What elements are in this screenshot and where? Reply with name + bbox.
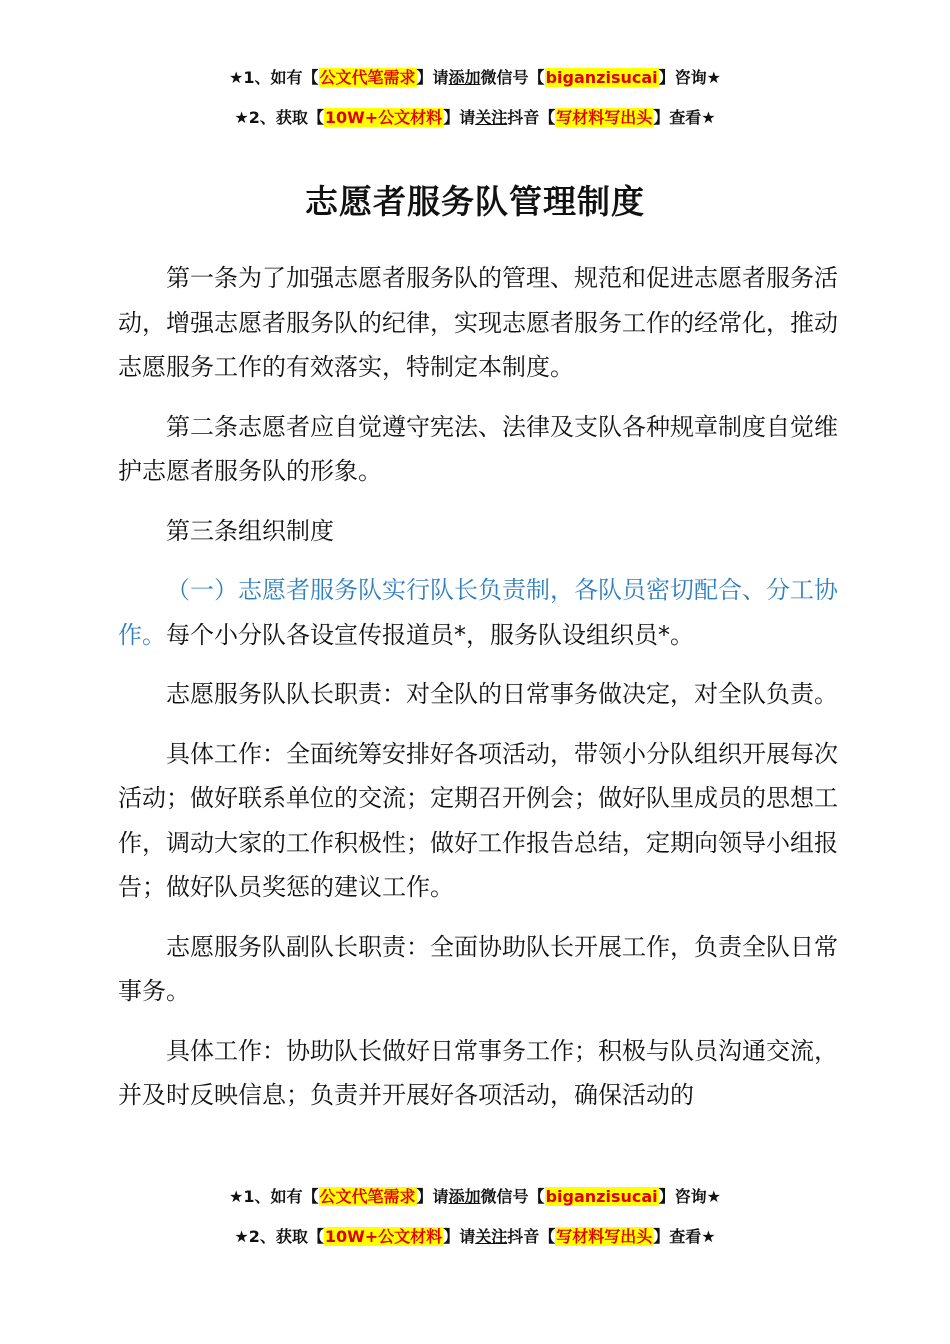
banner-text: 】请 [416,1187,449,1206]
banner-highlight: 写材料写出头 [556,108,653,127]
paragraph-1: 第一条为了加强志愿者服务队的管理、规范和促进志愿者服务活动，增强志愿者服务队的纪律，实现志愿者服务工作的经常化，推动志愿服务工作的有效落实，特制定本制度。 [118,264,838,381]
paragraph-4-rest: 每个小分队各设宣传报道员*，服务队设组织员*。 [166,620,694,649]
banner-text: 】请 [443,1227,476,1246]
paragraph-6: 具体工作：全面统筹安排好各项活动，带领小分队组织开展每次活动；做好联系单位的交流；定期召开例会；做好队里成员的思想工作，调动大家的工作积极性；做好工作报告总结，定期向领导小组报告；做好队员奖惩的建议工作。 [118,739,838,901]
banner-text: 微信号【 [480,68,545,87]
banner-text: 抖音【 [507,1227,556,1246]
banner-highlight: biganzisucai [545,1187,658,1206]
bottom-banner [0,1177,950,1257]
banner-highlight: 公文代笔需求 [319,1187,416,1206]
banner-highlight: 写材料写出头 [556,1227,653,1246]
banner-text: ★1、如有【 [229,1187,319,1206]
top-banner [0,58,950,138]
banner-text: ★1、如有【 [229,68,319,87]
banner-underline: 关注 [475,108,508,127]
banner-highlight: 公文代笔需求 [319,68,416,87]
banner-text: 微信号【 [480,1187,545,1206]
paragraph-3: 第三条组织制度 [166,516,334,545]
document-title: 志愿者服务队管理制度 [305,182,645,221]
banner-text: 】咨询★ [658,1187,721,1206]
banner-line-1 [0,58,950,98]
paragraph-8: 具体工作：协助队长做好日常事务工作；积极与队员沟通交流，并及时反映信息；负责并开展好各项活动，确保活动的 [118,1036,838,1109]
banner-text: ★2、获取【 [234,1227,324,1246]
paragraph-7: 志愿服务队副队长职责：全面协助队长开展工作，负责全队日常事务。 [118,932,838,1005]
banner-line-1 [0,1177,950,1217]
banner-underline: 添加 [448,1187,481,1206]
banner-underline: 添加 [448,68,481,87]
banner-highlight: 10W+公文材料 [324,108,443,127]
banner-text: 】咨询★ [658,68,721,87]
banner-text: 】请 [443,108,476,127]
banner-text: 】查看★ [653,1227,716,1246]
banner-text: ★2、获取【 [234,108,324,127]
banner-text: 抖音【 [507,108,556,127]
paragraph-4 [118,568,838,657]
banner-text: 】查看★ [653,108,716,127]
banner-underline: 关注 [475,1227,508,1246]
paragraph-5: 志愿服务队队长职责：对全队的日常事务做决定，对全队负责。 [166,680,838,708]
document-body [118,256,838,1133]
paragraph-4-highlighted: （一）志愿者服务队实行队长负责制，各队员密切配合、分工协作。 [118,576,838,649]
banner-text: 】请 [416,68,449,87]
banner-line-2 [0,1217,950,1257]
banner-highlight: biganzisucai [545,68,658,87]
banner-highlight: 10W+公文材料 [324,1227,443,1246]
banner-line-2 [0,98,950,138]
paragraph-2: 第二条志愿者应自觉遵守宪法、法律及支队各种规章制度自觉维护志愿者服务队的形象。 [118,412,838,485]
